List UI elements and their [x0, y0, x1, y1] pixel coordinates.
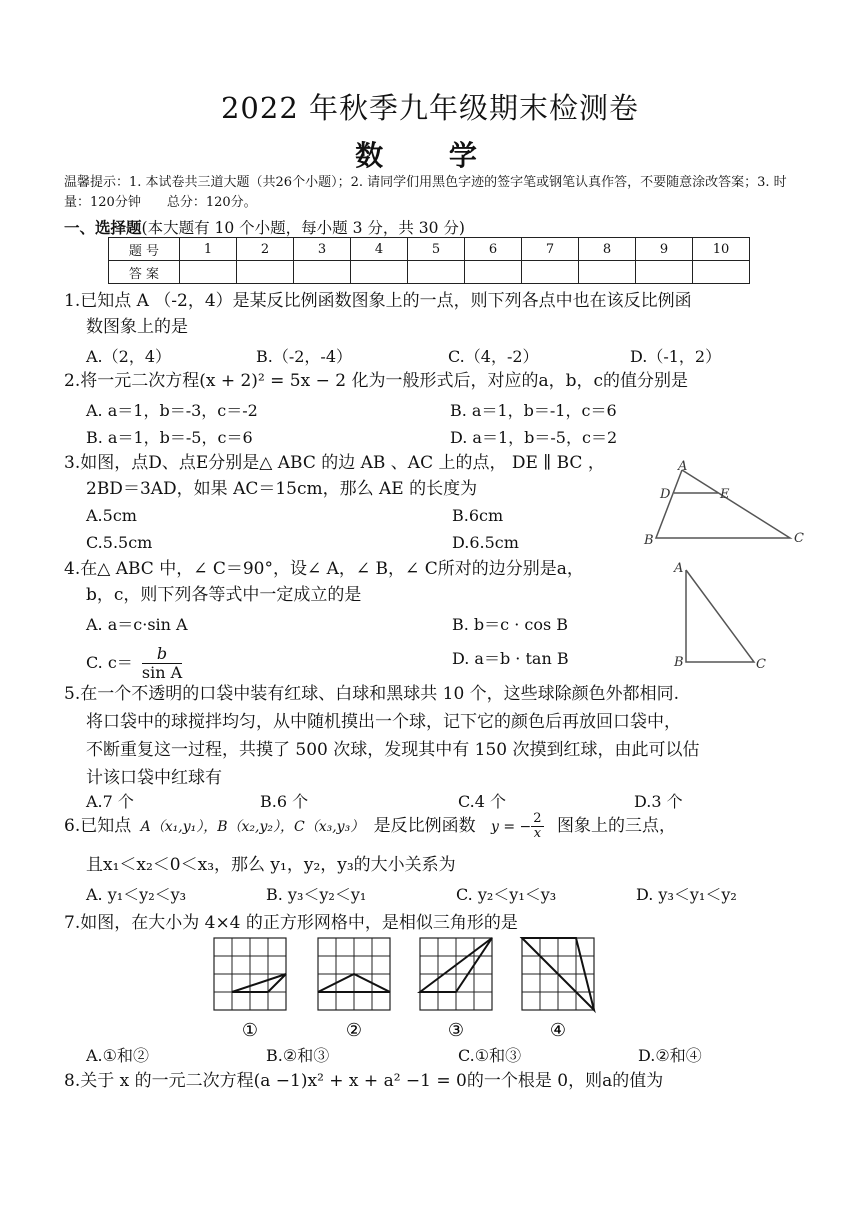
question-5-line: 计该口袋中红球有 [86, 768, 222, 788]
fig-label-b: B [674, 655, 684, 670]
question-6-line2: 且x₁＜x₂＜0＜x₃，那么 y₁，y₂，y₃的大小关系为 [86, 855, 456, 875]
row-label-number: 题 号 [109, 238, 180, 261]
section-1-note: (本大题有 10 个小题，每小题 3 分，共 30 分) [141, 219, 465, 237]
q1-option-c: C.（4，-2） [448, 347, 539, 366]
grid-figure-4 [522, 938, 594, 1041]
q4-fraction-den: sin A [141, 663, 183, 682]
q-number-cell: 3 [294, 238, 351, 261]
q4-option-a: A. a＝c·sin A [86, 615, 188, 634]
question-4-stem-line1: 4.在△ ABC 中，∠ C＝90°，设∠ A，∠ B，∠ C所对的边分别是a， [64, 559, 584, 579]
q1-option-d: D.（-1，2） [630, 347, 722, 366]
q5-option-d: D.3 个 [634, 792, 683, 811]
q-number-cell: 9 [636, 238, 693, 261]
answer-table-row-numbers [109, 238, 750, 261]
q7-option-b: B.②和③ [266, 1046, 330, 1065]
question-3 [64, 450, 684, 502]
question-3-stem-line1: 3.如图，点D、点E分别是△ ABC 的边 AB 、AC 上的点， DE ∥ BC ， [64, 453, 605, 473]
q3-option-d: D.6.5cm [452, 533, 519, 552]
question-1-stem-line1: 1.已知点 A （-2，4）是某反比例函数图象上的一点，则下列各点中也在该反比例函 [64, 291, 692, 311]
q2-option-a: A. a＝1，b＝-3，c＝-2 [86, 401, 258, 420]
answer-cell[interactable] [522, 261, 579, 284]
q5-option-c: C.4 个 [458, 792, 507, 811]
q6-points: A（x₁,y₁），B（x₂,y₂），C（x₃,y₃） [140, 819, 365, 835]
q-number-cell: 7 [522, 238, 579, 261]
q4-option-d: D. a＝b · tan B [452, 649, 569, 668]
answer-cell[interactable] [237, 261, 294, 284]
grid-figure-3 [420, 938, 492, 1041]
q-number-cell: 4 [351, 238, 408, 261]
answer-table [108, 237, 750, 284]
question-5-line: 将口袋中的球搅拌均匀，从中随机摸出一个球，记下它的颜色后再放回口袋中， [86, 712, 681, 732]
grid-label-1: ① [241, 1020, 259, 1041]
grid-figure-2 [318, 938, 390, 1041]
q4-option-b: B. b＝c · cos B [452, 615, 569, 634]
fig-label-a: A [674, 561, 684, 576]
fig-label-b: B [644, 533, 654, 548]
q2-option-d: D. a＝1，b＝-5，c＝2 [450, 428, 618, 447]
q6-func-num: 2 [533, 811, 542, 826]
row-label-answer: 答 案 [109, 261, 180, 284]
q3-option-c: C.5.5cm [86, 533, 153, 552]
q4-option-c-label: C. c＝ [86, 653, 133, 672]
q1-option-a: A.（2，4） [86, 347, 172, 366]
q-number-cell: 2 [237, 238, 294, 261]
q7-option-a: A.①和② [86, 1046, 149, 1065]
question-5-line: 不断重复这一过程，共摸了 500 次球，发现其中有 150 次摸到红球，由此可以估 [86, 740, 700, 760]
q-number-cell: 6 [465, 238, 522, 261]
answer-cell[interactable] [579, 261, 636, 284]
q6-func-den: x [533, 826, 542, 841]
question-4-stem-line2: b，c，则下列各等式中一定成立的是 [86, 585, 362, 605]
answer-cell[interactable] [180, 261, 237, 284]
fig-label-c: C [794, 531, 804, 546]
grid-label-2: ② [345, 1020, 363, 1041]
section-1-title: 一、选择题 [64, 218, 142, 237]
grid-label-3: ③ [447, 1020, 465, 1041]
question-3-stem-line2: 2BD＝3AD，如果 AC＝15cm，那么 AE 的长度为 [86, 479, 478, 499]
q5-option-b: B.6 个 [260, 792, 309, 811]
q4-triangle [686, 570, 754, 662]
answer-cell[interactable] [408, 261, 465, 284]
question-5 [64, 680, 804, 792]
section-1-heading [64, 216, 465, 238]
q7-option-d: D.②和④ [638, 1046, 702, 1065]
q4-option-c [86, 645, 182, 682]
q6-func-fraction [531, 812, 543, 841]
answer-cell[interactable] [693, 261, 750, 284]
answer-cell[interactable] [294, 261, 351, 284]
fig-label-c: C [756, 657, 766, 672]
fig-label-e: E [720, 487, 730, 502]
question-5-line: 5.在一个不透明的口袋中装有红球、白球和黑球共 10 个，这些球除颜色外都相同. [64, 684, 680, 704]
q5-option-a: A.7 个 [86, 792, 134, 811]
q6-option-c: C. y₂＜y₁＜y₃ [456, 885, 557, 904]
q2-option-b: B. a＝1，b＝-1，c＝6 [450, 401, 617, 420]
q6-stem-part2: 是反比例函数 [373, 816, 476, 836]
q6-option-a: A. y₁＜y₂＜y₃ [86, 885, 187, 904]
q2-option-c: B. a＝1，b＝-5，c＝6 [86, 428, 253, 447]
question-2-stem: 2.将一元二次方程(x + 2)² = 5x − 2 化为一般形式后，对应的a，b，c的值分别是 [64, 371, 689, 391]
q1-option-b: B.（-2，-4） [256, 347, 353, 366]
fig-label-d: D [660, 487, 671, 502]
q6-func-lhs: y = − [491, 819, 532, 835]
q6-stem-part1: 6.已知点 [64, 816, 132, 836]
q4-fraction [142, 645, 182, 682]
answer-cell[interactable] [465, 261, 522, 284]
question-6-line1 [64, 812, 824, 841]
q6-option-d: D. y₃＜y₁＜y₂ [636, 885, 737, 904]
question-1-stem-line2: 数图象上的是 [86, 317, 188, 337]
q-number-cell: 8 [579, 238, 636, 261]
q3-triangle-figure [640, 458, 810, 548]
question-7-stem: 7.如图，在大小为 4×4 的正方形网格中，是相似三角形的是 [64, 913, 518, 933]
q4-right-triangle-figure [670, 562, 780, 672]
answer-cell[interactable] [636, 261, 693, 284]
q-number-cell: 10 [693, 238, 750, 261]
q7-option-c: C.①和③ [458, 1046, 522, 1065]
q3-triangle-abc [656, 470, 790, 538]
answer-cell[interactable] [351, 261, 408, 284]
question-8-stem: 8.关于 x 的一元二次方程(a −1)x² + x + a² −1 = 0的一个根是 0，则a的值为 [64, 1071, 664, 1091]
q6-option-b: B. y₃＜y₂＜y₁ [266, 885, 367, 904]
question-1 [64, 288, 804, 340]
subject-title: 数 学 [355, 139, 505, 172]
q4-fraction-num: b [142, 645, 182, 664]
exam-tip: 温馨提示：1. 本试卷共三道大题（共26个小题）；2. 请同学们用黑色字迹的签字笔或钢笔认真作答，不要随意涂改答案；3. 时量：120分钟 总分：120分。 [64, 175, 787, 210]
q3-option-b: B.6cm [452, 506, 504, 525]
answer-table-row-answers [109, 261, 750, 284]
fig-label-a: A [678, 459, 688, 474]
q-number-cell: 1 [180, 238, 237, 261]
q7-grid-figures [212, 938, 612, 1042]
q3-option-a: A.5cm [86, 506, 137, 525]
exam-title: 2022 年秋季九年级期末检测卷 [220, 91, 640, 125]
q6-stem-part3: 图象上的三点， [556, 816, 676, 836]
grid-figure-1 [214, 938, 286, 1041]
grid-label-4: ④ [549, 1020, 567, 1041]
question-4 [64, 556, 684, 608]
q-number-cell: 5 [408, 238, 465, 261]
